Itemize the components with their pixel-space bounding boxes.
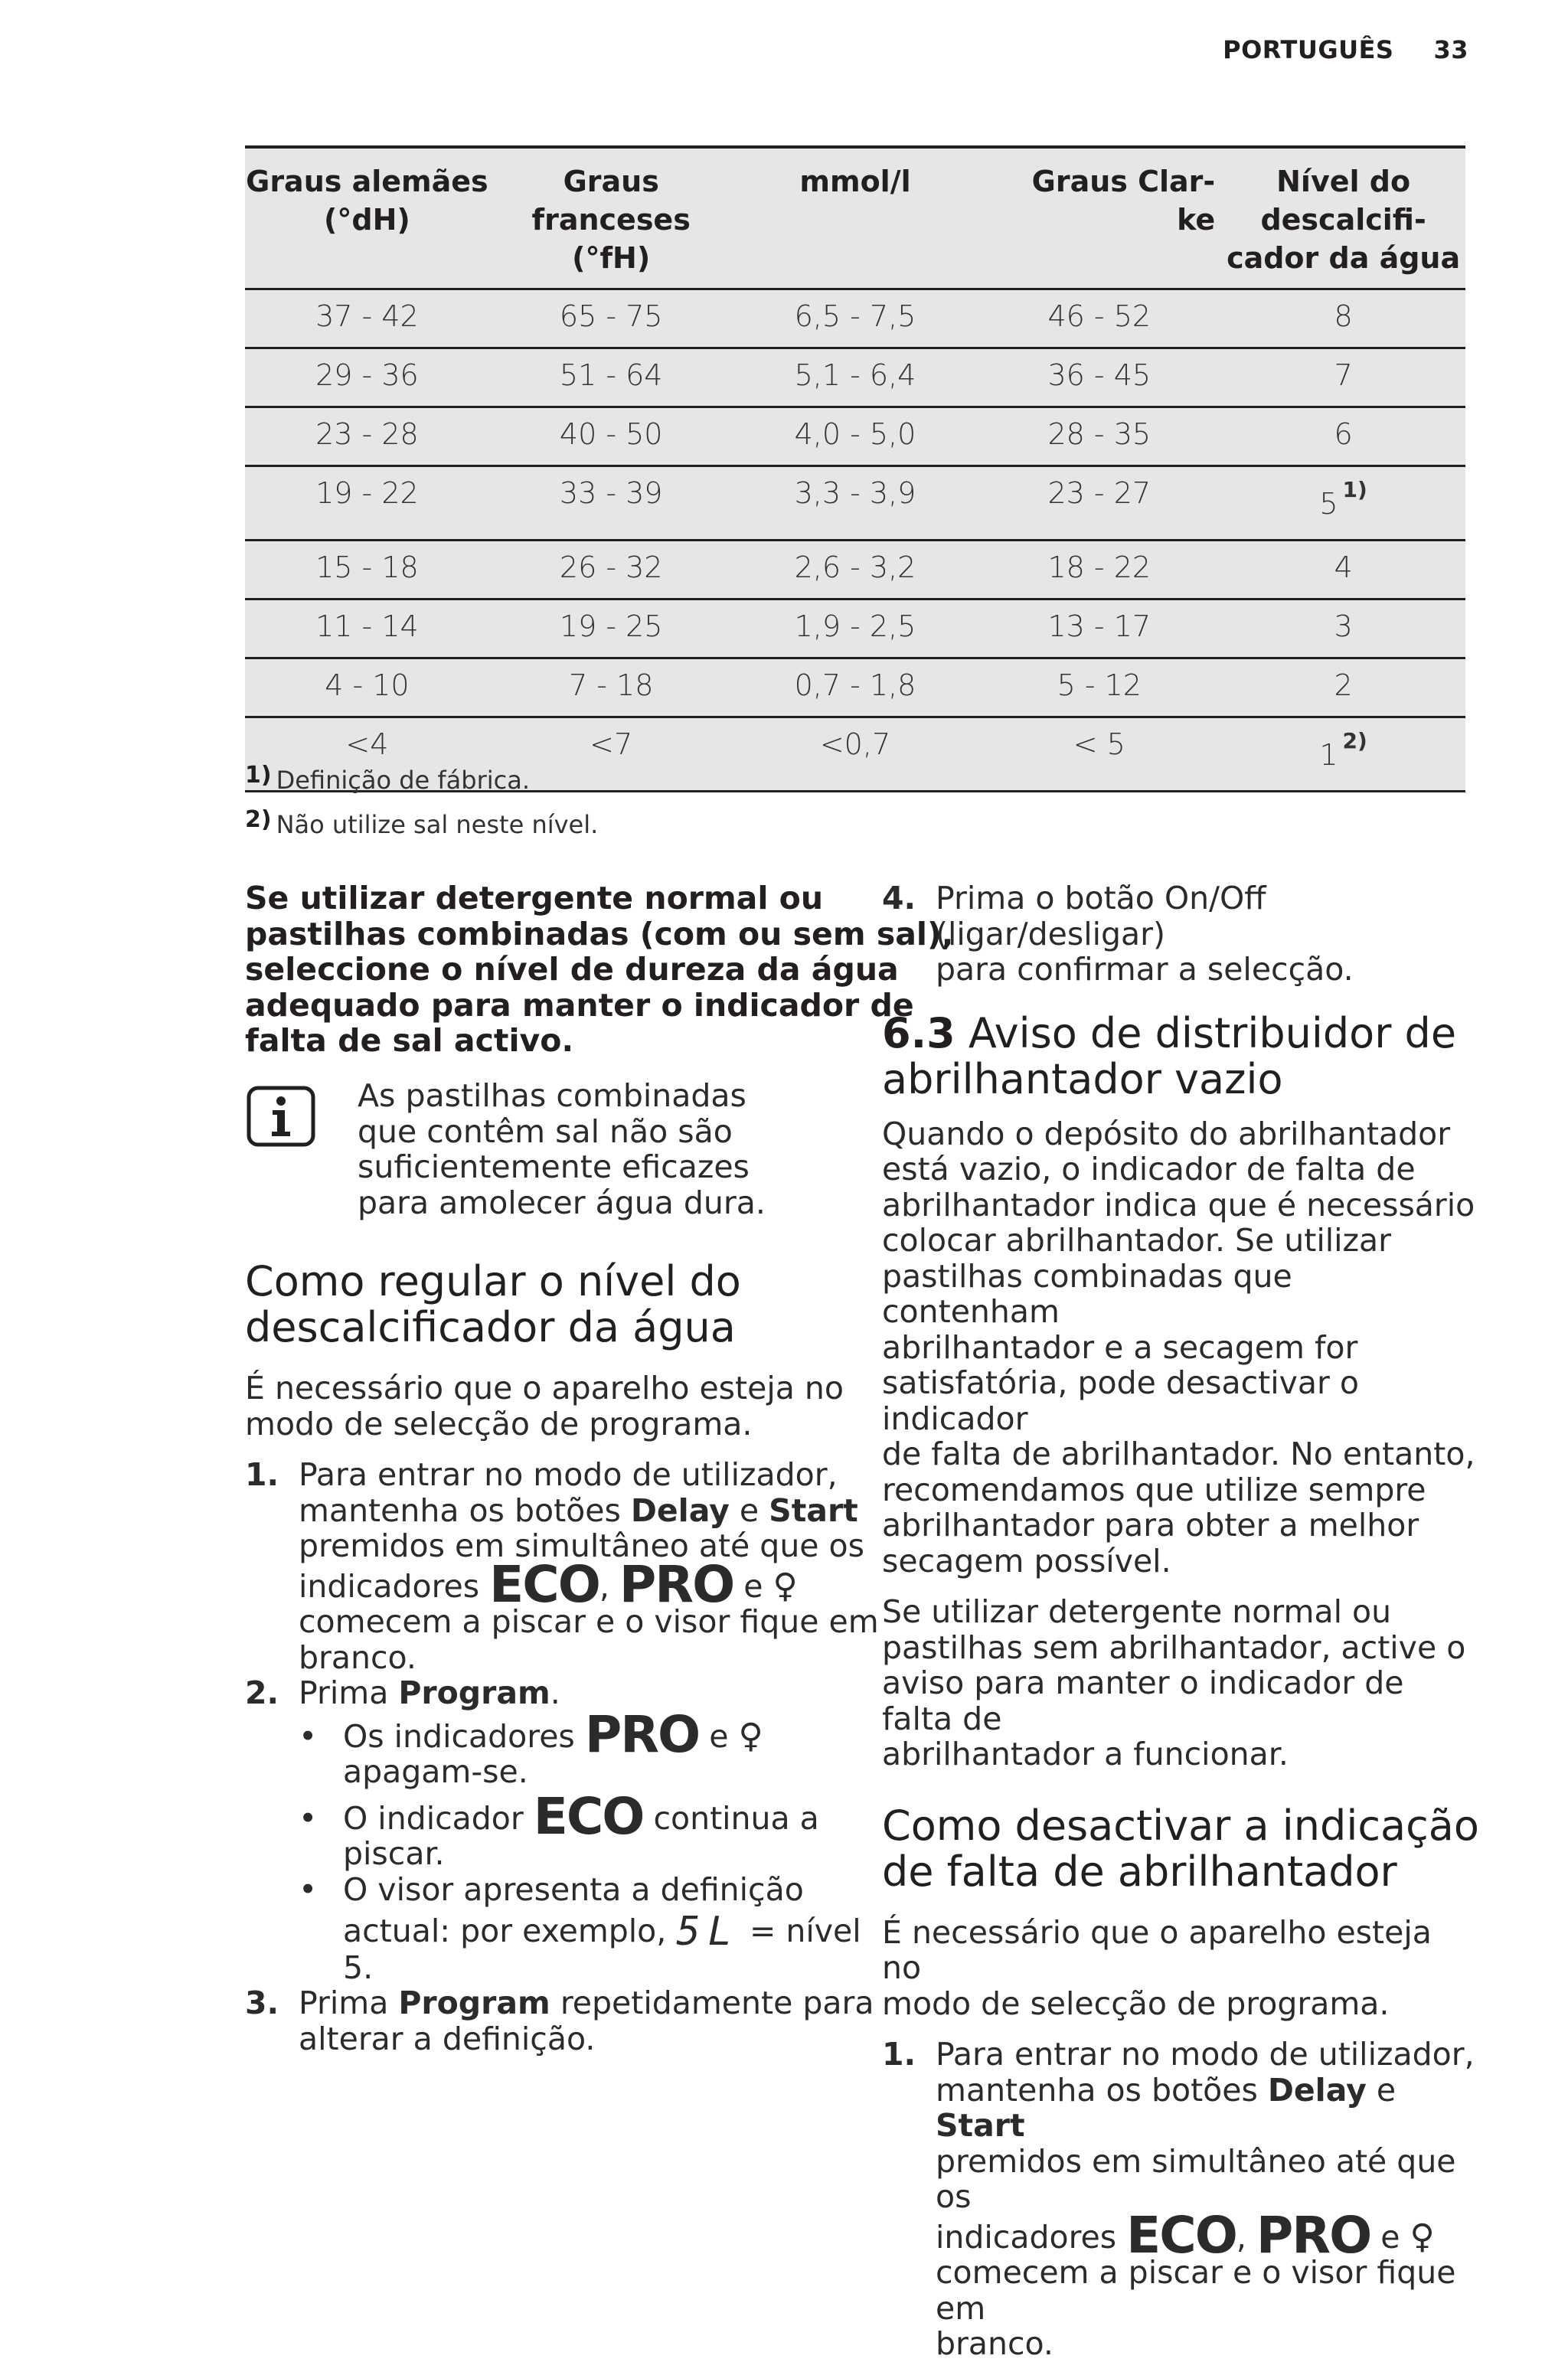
info-icon — [247, 1086, 315, 1147]
eco-indicator-icon: ECO — [1126, 2205, 1236, 2265]
table-row — [245, 466, 1465, 541]
table-cell-clarke: 23 - 27 — [977, 466, 1221, 541]
table-cell-level: 8 — [1221, 289, 1465, 348]
table-row — [245, 658, 1465, 717]
column-header: Nível do descalcifi- cador da água — [1221, 147, 1465, 289]
column-header: Graus franceses (°fH) — [489, 147, 733, 289]
table-cell-dh: 29 - 36 — [245, 348, 489, 407]
step-1: 1. Para entrar no modo de utilizador, mantenha os botões Delay e Start premidos em simultâneo até que os indicadores ECO, PRO e ♀ comecem a piscar e o visor fique em branco. — [245, 1456, 879, 1676]
pro-indicator-icon: PRO — [619, 1554, 734, 1614]
table-cell-clarke: 13 - 17 — [977, 599, 1221, 658]
table-cell-fh: 19 - 25 — [489, 599, 733, 658]
footnote-2: 2) Não utilize sal neste nível. — [245, 806, 599, 839]
language-label: PORTUGUÊS — [1223, 35, 1394, 64]
table-row — [245, 289, 1465, 348]
table-cell-clarke: 46 - 52 — [977, 289, 1221, 348]
left-section: Como regular o nível do descalcificador da água É necessário que o aparelho esteja no modo de selecção de programa. 1. Para entrar no modo de utilizador, mantenha os botões Delay e Start premidos em simultâneo até que os indicadores ECO, PRO e ♀ comecem a piscar e o visor fique em branco. 2. Prima Program. • Os indicadores PRO e ♀ apagam-se. • O indicador ECO continua a piscar. • O visor apresenta a definição actual: por exemplo, 5L = nível 5. 3. Prima Program repetidamente para alterar a definição. — [245, 1259, 880, 2057]
heading-regular-nivel: Como regular o nível do descalcificador da água — [245, 1257, 741, 1351]
pro-indicator-icon: PRO — [1256, 2205, 1371, 2265]
water-hardness-table — [245, 145, 1465, 792]
table-cell-clarke: 28 - 35 — [977, 407, 1221, 466]
table-cell-level: 7 — [1221, 348, 1465, 407]
table-cell-clarke: 36 - 45 — [977, 348, 1221, 407]
table-cell-fh: <7 — [489, 717, 733, 792]
column-header: Graus alemães (°dH) — [245, 147, 489, 289]
page-number: 33 — [1433, 35, 1468, 64]
eco-indicator-icon: ECO — [533, 1786, 644, 1846]
table-cell-level: 3 — [1221, 599, 1465, 658]
table-cell-fh: 7 - 18 — [489, 658, 733, 717]
table-cell-level: 2 — [1221, 658, 1465, 717]
table-cell-fh: 40 - 50 — [489, 407, 733, 466]
table-cell-mmol: 6,5 - 7,5 — [733, 289, 978, 348]
table-cell-clarke: 18 - 22 — [977, 541, 1221, 599]
table-cell-dh: 4 - 10 — [245, 658, 489, 717]
paragraph-rinse-aid: Quando o depósito do abrilhantador está vazio, o indicador de falta de abrilhantador indica que é necessário colocar abrilhantador. Se utilizar pastilhas combinadas que contenham abrilhantador e a secagem for satisfatória, pode desactivar o indicador de falta de abrilhantador. No entanto, recomendamos que utilize sempre abrilhantador para obter a melhor secagem possível. — [882, 1115, 1475, 1580]
step-4: 4. Prima o botão On/Off (ligar/desligar) para confirmar a selecção. — [882, 880, 1354, 988]
pro-indicator-icon: PRO — [584, 1704, 700, 1764]
heading-desactivar: Como desactivar a indicação de falta de abrilhantador — [882, 1801, 1479, 1896]
step-3: 3. Prima Program repetidamente para alterar a definição. — [245, 1985, 874, 2057]
footnote-1: 1) Definição de fábrica. — [245, 762, 530, 795]
table-row — [245, 541, 1465, 599]
page-header — [1223, 35, 1468, 64]
column-header: Graus Clar- ke — [977, 147, 1221, 289]
table-cell-mmol: 2,6 - 3,2 — [733, 541, 978, 599]
table-cell-level: 5 $^{1)}$ — [1221, 466, 1465, 541]
table-cell-level: 1 $^{2)}$ — [1221, 717, 1465, 792]
glass-icon: ♀ — [773, 1566, 798, 1606]
table-cell-fh: 33 - 39 — [489, 466, 733, 541]
step-2: 2. Prima Program. — [245, 1674, 560, 1711]
table-row — [245, 599, 1465, 658]
table-cell-mmol: 1,9 - 2,5 — [733, 599, 978, 658]
column-header: mmol/l — [733, 147, 978, 289]
table-cell-mmol: 0,7 - 1,8 — [733, 658, 978, 717]
table-cell-dh: 15 - 18 — [245, 541, 489, 599]
table-cell-dh: 11 - 14 — [245, 599, 489, 658]
table-cell-dh: 23 - 28 — [245, 407, 489, 466]
table-cell-fh: 65 - 75 — [489, 289, 733, 348]
glass-icon: ♀ — [1410, 2217, 1435, 2256]
table-row — [245, 407, 1465, 466]
info-note: As pastilhas combinadas que contêm sal não são suficientemente eficazes para amolecer água dura. — [358, 1077, 766, 1221]
glass-icon: ♀ — [738, 1716, 763, 1756]
display-sl-icon: 5L — [676, 1909, 740, 1955]
table-cell-dh: 19 - 22 — [245, 466, 489, 541]
table-cell-clarke: < 5 — [977, 717, 1221, 792]
eco-indicator-icon: ECO — [489, 1554, 599, 1614]
salt-indicator-note: Se utilizar detergente normal ou pastilhas combinadas (com ou sem sal), seleccione o nível de dureza da água adequado para manter o indicador de falta de sal activo. — [245, 880, 954, 1059]
table-cell-mmol: 3,3 - 3,9 — [733, 466, 978, 541]
table-cell-mmol: 4,0 - 5,0 — [733, 407, 978, 466]
paragraph-active-warning: Se utilizar detergente normal ou pastilhas sem abrilhantador, active o aviso para manter o indicador de falta de abrilhantador a funcionar. — [882, 1593, 1466, 1772]
heading-6-3: 6.3 Aviso de distribuidor de abrilhantador vazio — [882, 1008, 1457, 1103]
table-cell-level: 6 — [1221, 407, 1465, 466]
bullet-1: • Os indicadores PRO e ♀ apagam-se. — [299, 1704, 763, 1790]
table-cell-dh: <4 — [245, 717, 489, 792]
table-cell-fh: 51 - 64 — [489, 348, 733, 407]
table-row — [245, 348, 1465, 407]
table-cell-mmol: <0,7 — [733, 717, 978, 792]
table-cell-mmol: 5,1 - 6,4 — [733, 348, 978, 407]
bullet-3: • O visor apresenta a definição actual: por exemplo, 5L = nível 5. — [299, 1870, 861, 1986]
table-cell-dh: 37 - 42 — [245, 289, 489, 348]
step-1-right: 1. Para entrar no modo de utilizador, mantenha os botões Delay e Start premidos em simultâneo até que os indicadores ECO, PRO e ♀ comecem a piscar e o visor fique em branco. — [882, 2036, 1475, 2362]
bullet-2: • O indicador ECO continua a piscar. — [299, 1786, 819, 1872]
table-cell-level: 4 — [1221, 541, 1465, 599]
table-cell-clarke: 5 - 12 — [977, 658, 1221, 717]
table-cell-fh: 26 - 32 — [489, 541, 733, 599]
right-section: 4. Prima o botão On/Off (ligar/desligar) para confirmar a selecção. 6.3 Aviso de distribuidor de abrilhantador vazio Quando o depósito do abrilhantador está vazio, o indicador de falta de abrilhantador indica que é necessário colocar abrilhantador. Se utilizar pastilhas combinadas que contenham abrilhantador e a secagem for satisfatória, pode desactivar o indicador de falta de abrilhantador. No entanto, recomendamos que utilize sempre abrilhantador para obter a melhor secagem possível. Se utilizar detergente normal ou pastilhas sem abrilhantador, active o aviso para manter o indicador de falta de abrilhantador a funcionar. Como desactivar a indicação de falta de abrilhantador É necessário que o aparelho esteja no modo de selecção de programa. 1. Para entrar no modo de utilizador, mantenha os botões Delay e Start premidos em simultâneo até que os indicadores ECO, PRO e ♀ comecem a piscar e o visor fique em branco. — [882, 880, 1479, 2362]
